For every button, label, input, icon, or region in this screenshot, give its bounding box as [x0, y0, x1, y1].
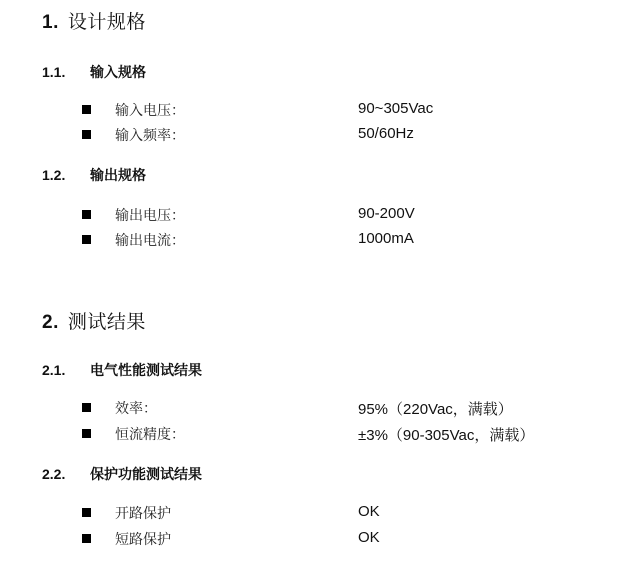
spec-value: OK: [358, 529, 380, 546]
square-bullet-icon: [82, 429, 91, 438]
spec-value: 90~305Vac: [358, 100, 434, 117]
subsection-title: 输出规格: [90, 168, 146, 184]
spec-row-constant-current-accuracy: [82, 424, 622, 444]
spec-value: 90-200V: [358, 205, 415, 222]
square-bullet-icon: [82, 534, 91, 543]
subsection-heading-protection-results: [42, 464, 202, 484]
spec-value: 50/60Hz: [358, 125, 414, 142]
section-heading-test-results: [42, 307, 146, 334]
subsection-title: 保护功能测试结果: [90, 467, 202, 483]
spec-label: 开路保护: [115, 506, 171, 522]
spec-label: 效率：: [115, 401, 157, 417]
spec-label: 短路保护: [115, 532, 171, 548]
square-bullet-icon: [82, 210, 91, 219]
subsection-number: 1.1.: [42, 64, 66, 80]
subsection-title: 电气性能测试结果: [90, 363, 202, 379]
spec-row-output-current: [82, 230, 622, 250]
subsection-number: 2.2.: [42, 466, 66, 482]
subsection-heading-electrical-results: [42, 360, 202, 380]
square-bullet-icon: [82, 105, 91, 114]
square-bullet-icon: [82, 130, 91, 139]
subsection-heading-output-spec: [42, 165, 146, 185]
spec-row-input-frequency: [82, 125, 622, 145]
spec-label: 输出电压：: [115, 208, 185, 224]
square-bullet-icon: [82, 508, 91, 517]
spec-label: 输出电流：: [115, 233, 185, 249]
spec-row-input-voltage: [82, 100, 622, 120]
spec-row-short-circuit-protection: [82, 529, 622, 549]
section-number: 2.: [42, 312, 59, 333]
spec-label: 输入电压：: [115, 103, 185, 119]
spec-value: 1000mA: [358, 230, 414, 247]
subsection-number: 2.1.: [42, 362, 66, 378]
spec-label: 恒流精度：: [115, 427, 185, 443]
subsection-title: 输入规格: [90, 65, 146, 81]
section-heading-design-spec: [42, 7, 146, 34]
section-number: 1.: [42, 12, 59, 33]
section-title: 设计规格: [67, 11, 146, 33]
subsection-number: 1.2.: [42, 167, 66, 183]
spec-value: OK: [358, 503, 380, 520]
subsection-heading-input-spec: [42, 62, 146, 82]
spec-row-efficiency: [82, 398, 622, 418]
spec-row-output-voltage: [82, 205, 622, 225]
square-bullet-icon: [82, 403, 91, 412]
spec-label: 输入频率：: [115, 128, 185, 144]
spec-value: 95%（220Vac，满载）: [358, 401, 513, 418]
spec-value: ±3%（90-305Vac，满载）: [358, 427, 535, 444]
square-bullet-icon: [82, 235, 91, 244]
section-title: 测试结果: [67, 311, 146, 333]
spec-row-open-circuit-protection: [82, 503, 622, 523]
